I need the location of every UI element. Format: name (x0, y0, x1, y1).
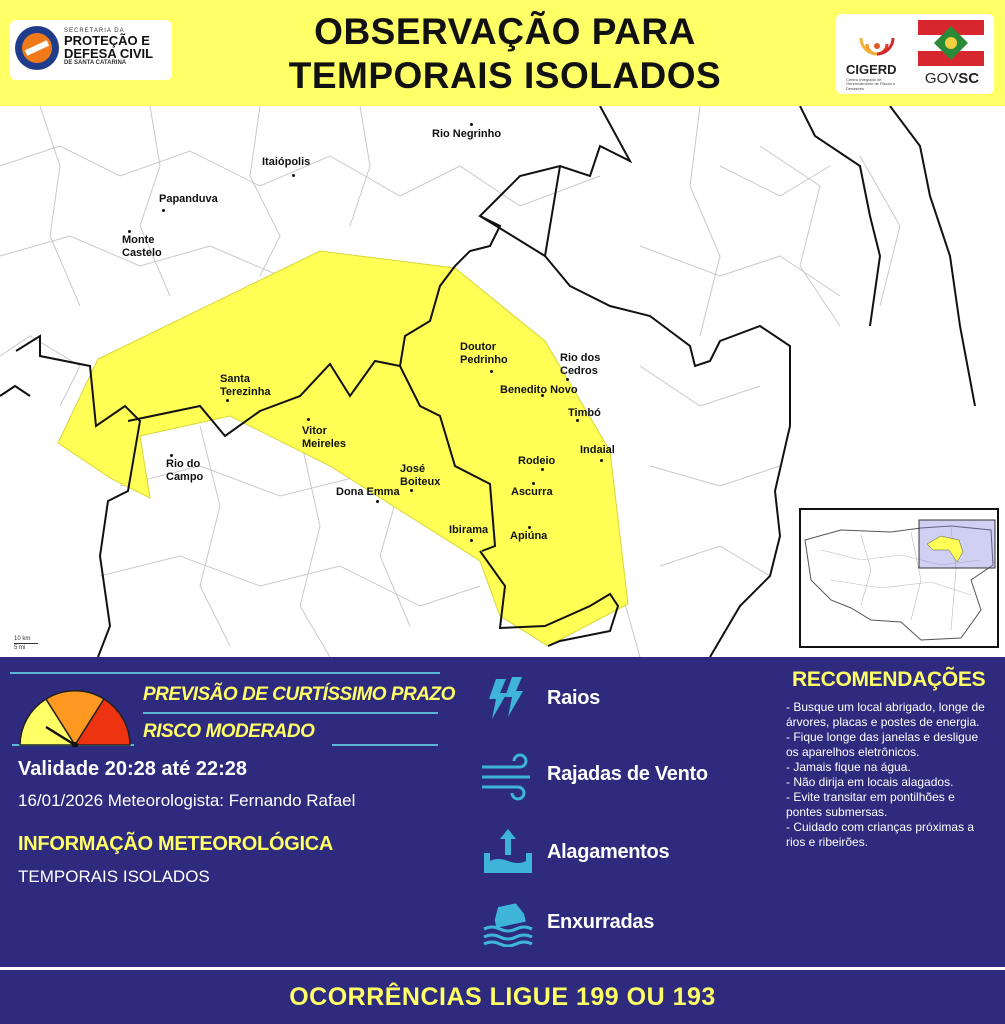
city-label-santa-terezinha: Santa Terezinha (220, 373, 271, 398)
hazard-label: Enxurradas (547, 911, 655, 933)
city-label-rio-negrinho: Rio Negrinho (432, 128, 502, 140)
city-marker-papanduva (162, 209, 165, 212)
city-marker-itaiopolis (292, 174, 295, 177)
city-marker-rodeio (541, 468, 544, 471)
hazard-label: Rajadas de Vento (547, 763, 708, 785)
recommendation-item: - Cuidado com crianças próximas a rios e ribeirões. (786, 820, 975, 849)
alert-title-line1: OBSERVAÇÃO PARA (314, 11, 696, 52)
city-label-ibirama: Ibirama (449, 524, 489, 536)
info-heading: INFORMAÇÃO METEOROLÓGICA (18, 833, 334, 855)
hazard-flooding (480, 825, 740, 875)
city-marker-ibirama (470, 539, 473, 542)
city-label-dona-emma: Dona Emma (336, 486, 400, 498)
inset-state-map (801, 510, 997, 646)
hazard-label: Alagamentos (547, 841, 670, 863)
cigerd-logo (844, 20, 910, 90)
risk-level-label: RISCO MODERADO (143, 721, 315, 742)
emergency-contact-footer: OCORRÊNCIAS LIGUE 199 OU 193 (289, 983, 716, 1011)
recommendation-item: - Evite transitar em pontilhões e pontes submersas. (786, 790, 955, 819)
city-marker-vitor-meireles (307, 418, 310, 421)
recommendations-list (786, 700, 992, 850)
hazard-flash-flood (480, 897, 740, 947)
city-label-timbo: Timbó (568, 407, 601, 419)
hazard-wind (480, 753, 740, 803)
city-marker-dona-emma (376, 500, 379, 503)
city-label-jose-boiteux: José Boiteux (400, 463, 441, 488)
city-label-apiuna: Apiúna (510, 530, 548, 542)
city-label-benedito-novo: Benedito Novo (500, 384, 578, 396)
recommendation-item: - Jamais fique na água. (786, 760, 911, 774)
cigerd-label: CIGERD (846, 62, 897, 77)
gov-sc-label: GOVSC (924, 70, 980, 87)
city-marker-rio-negrinho (470, 123, 473, 126)
city-label-monte-castelo: Monte Castelo (122, 234, 162, 259)
map-scale: 10 km 5 mi (14, 636, 38, 651)
state-locator-inset (799, 508, 999, 648)
city-marker-santa-terezinha (226, 399, 229, 402)
header-banner (0, 0, 1005, 106)
city-marker-jose-boiteux (410, 489, 413, 492)
date-and-forecaster: 16/01/2026 Meteorologista: Fernando Rafael (18, 791, 356, 810)
partner-logos (836, 14, 994, 94)
alert-map (0, 106, 1005, 657)
city-label-itaiopolis: Itaiópolis (262, 156, 311, 168)
hazard-lightning (480, 675, 740, 725)
recommendation-item: - Busque um local abrigado, longe de árvores, placas e postes de energia. (786, 700, 985, 729)
recommendation-item: - Fique longe das janelas e desligue os aparelhos eletrônicos. (786, 730, 979, 759)
cigerd-subtitle: Centro Integrado de Gerenciamento de Riscos e Desastres (846, 77, 896, 91)
city-marker-rio-do-campo (170, 454, 173, 457)
city-marker-ascurra (532, 482, 535, 485)
city-marker-doutor-pedrinho (490, 370, 493, 373)
city-label-vitor-meireles: Vitor Meireles (302, 425, 347, 450)
flooding-icon (480, 825, 536, 875)
city-label-papanduva: Papanduva (159, 193, 218, 205)
city-marker-monte-castelo (128, 230, 131, 233)
defesa-civil-emblem-icon (15, 26, 59, 70)
signal-waves-icon (856, 24, 898, 60)
city-label-indaial: Indaial (580, 444, 615, 456)
recommendations-heading: RECOMENDAÇÕES (792, 668, 986, 691)
divider-line (143, 712, 438, 714)
gov-sc-logo (916, 18, 988, 90)
city-label-ascurra: Ascurra (511, 486, 553, 498)
city-label-doutor-pedrinho: Doutor Pedrinho (460, 341, 508, 366)
risk-gauge-icon (16, 681, 134, 747)
alert-title (210, 10, 800, 98)
santa-catarina-flag-icon (918, 20, 984, 66)
validity-period: Validade 20:28 até 22:28 (18, 758, 248, 780)
bulletin-panel (0, 657, 1005, 1024)
info-text: TEMPORAIS ISOLADOS (18, 867, 210, 886)
flash-flood-icon (480, 897, 536, 947)
city-marker-rio-dos-cedros (566, 378, 569, 381)
city-label-rio-do-campo: Rio do Campo (166, 458, 204, 483)
alert-title-line2: TEMPORAIS ISOLADOS (288, 55, 722, 96)
defesa-civil-wordmark: SECRETARIA DA PROTEÇÃO E DEFESA CIVIL DE SANTA CATARINA (64, 28, 154, 66)
city-marker-apiuna (528, 526, 531, 529)
recommendation-item: - Não dirija em locais alagados. (786, 775, 954, 789)
forecast-type-label: PREVISÃO DE CURTÍSSIMO PRAZO (143, 684, 455, 705)
city-marker-indaial (600, 459, 603, 462)
hazard-label: Raios (547, 687, 600, 709)
lightning-icon (480, 675, 536, 725)
wind-gust-icon (480, 753, 536, 803)
city-label-rio-dos-cedros: Rio dos Cedros (560, 352, 601, 377)
city-label-rodeio: Rodeio (518, 455, 556, 467)
divider-line (332, 744, 438, 746)
defesa-civil-logo (10, 20, 172, 80)
